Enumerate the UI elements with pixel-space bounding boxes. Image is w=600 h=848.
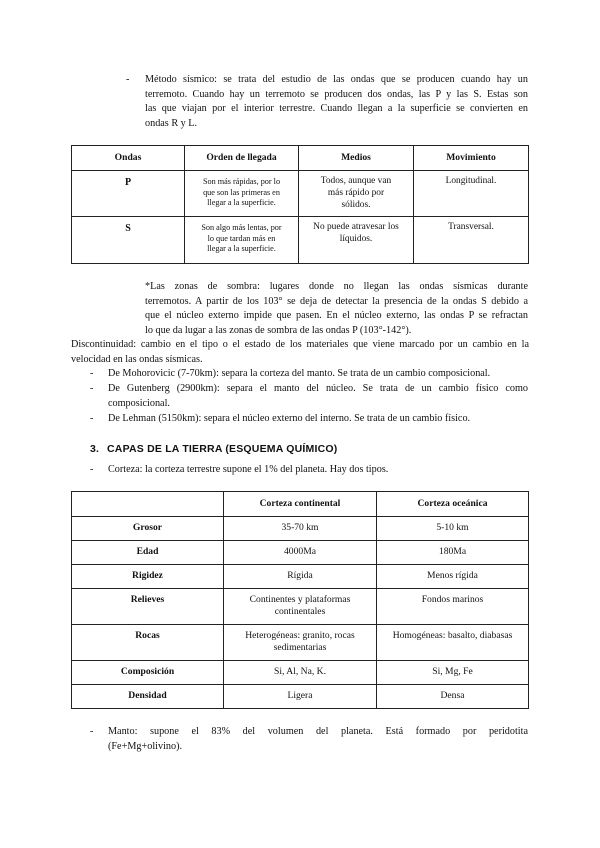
list-bullet: - [90,413,94,424]
header-corteza-continental: Corteza continental [224,492,377,517]
oceanica-cell: 180Ma [377,541,529,565]
header-corteza-oceanica: Corteza oceánica [377,492,529,517]
row-label: Grosor [72,517,224,541]
manto-line: (Fe+Mg+olivino). [108,740,183,752]
table-row [72,661,529,685]
header-orden-llegada: Orden de llegada [185,146,299,171]
table-row [72,565,529,589]
medios-cell: Todos, aunque van más rápido por sólidos. [299,171,414,217]
oceanica-cell: Homogéneas: basalto, diabasas [377,625,529,661]
discontinuidad-paragraph [71,338,529,367]
orden-cell: Son algo más lentas, por lo que tardan más en llegar a la superficie. [185,217,299,264]
list-bullet: - [90,368,94,379]
continental-cell: Continentes y plataformas continentales [224,589,377,625]
row-label: Densidad [72,685,224,709]
discontinuidad-line: velocidad en las ondas sísmicas. [71,353,203,365]
onda-label: S [72,217,185,264]
corteza-bullet: - [90,464,94,475]
continental-cell: Heterogéneas: granito, rocas sedimentarias [224,625,377,661]
onda-label: P [72,171,185,217]
table-row [72,589,529,625]
orden-cell: Son más rápidas, por lo que son las primeras en llegar a la superficie. [185,171,299,217]
oceanica-cell: 5-10 km [377,517,529,541]
oceanica-cell: Menos rígida [377,565,529,589]
section-title: CAPAS DE LA TIERRA (ESQUEMA QUÍMICO) [107,443,338,455]
corteza-table [71,491,529,709]
metodo-line: terremoto. Cuando hay un terremoto se producen dos ondas, las P y las S. Estas son [145,88,528,100]
oceanica-cell: Si, Mg, Fe [377,661,529,685]
row-label: Composición [72,661,224,685]
header-movimiento: Movimiento [414,146,529,171]
row-label: Relieves [72,589,224,625]
zonas-line: que el núcleo externo impide que pasen. En el núcleo externo, las ondas P se refractan [145,310,528,321]
table-row [72,685,529,709]
table-row [72,517,529,541]
ondas-table [71,145,529,264]
zonas-line: terremotos. A partir de los 103° se deja de detectar la presencia de la ondas S debido a [145,295,528,307]
continental-cell: 35-70 km [224,517,377,541]
movimiento-cell: Longitudinal. [414,171,529,217]
table-row [72,217,529,264]
continental-cell: Rígida [224,565,377,589]
medios-cell: No puede atravesar los líquidos. [299,217,414,264]
continental-cell: Si, Al, Na, K. [224,661,377,685]
manto-line: Manto: supone el 83% del volumen del planeta. Está formado por peridotita [108,726,528,737]
discontinuidad-line: Discontinuidad: cambio en el tipo o el estado de los materiales que viene marcado por un cambio en la [71,339,529,350]
table-row [72,541,529,565]
continental-cell: Ligera [224,685,377,709]
metodo-line: las que viajan por el interior terrestre. Cuando llegan a la superficie se convierten en [145,103,528,114]
list-item: De Lehman (5150km): separa el núcleo externo del interno. Se trata de un cambio físico. [108,413,471,424]
header-ondas: Ondas [72,146,185,171]
metodo-paragraph [145,73,528,131]
section-number: 3. [90,443,100,455]
row-label: Rigidez [72,565,224,589]
table-row [72,171,529,217]
manto-bullet: - [90,726,94,737]
manto-paragraph [108,725,528,754]
zonas-line: *Las zonas de sombra: lugares donde no llegan las ondas sísmicas durante [145,281,528,292]
list-bullet: - [90,383,94,394]
header-empty [72,492,224,517]
list-item: De Gutenberg (2900km): separa el manto del núcleo. Se trata de un cambio físico como composicional. [108,383,528,409]
metodo-line: ondas R y L. [145,117,198,129]
row-label: Rocas [72,625,224,661]
metodo-bullet: - [126,74,130,85]
movimiento-cell: Transversal. [414,217,529,264]
header-medios: Medios [299,146,414,171]
row-label: Edad [72,541,224,565]
continental-cell: 4000Ma [224,541,377,565]
corteza-intro: Corteza: la corteza terrestre supone el 1% del planeta. Hay dos tipos. [108,464,389,475]
zonas-sombra-paragraph [145,280,528,338]
zonas-line: lo que da lugar a las zonas de sombra de las ondas P (103°-142°). [145,324,412,336]
metodo-line: Método sísmico: se trata del estudio de las ondas que se producen cuando hay un [145,74,528,85]
table-row [72,625,529,661]
oceanica-cell: Fondos marinos [377,589,529,625]
list-item: De Mohorovicic (7-70km): separa la corteza del manto. Se trata de un cambio composicional. [108,368,491,379]
oceanica-cell: Densa [377,685,529,709]
